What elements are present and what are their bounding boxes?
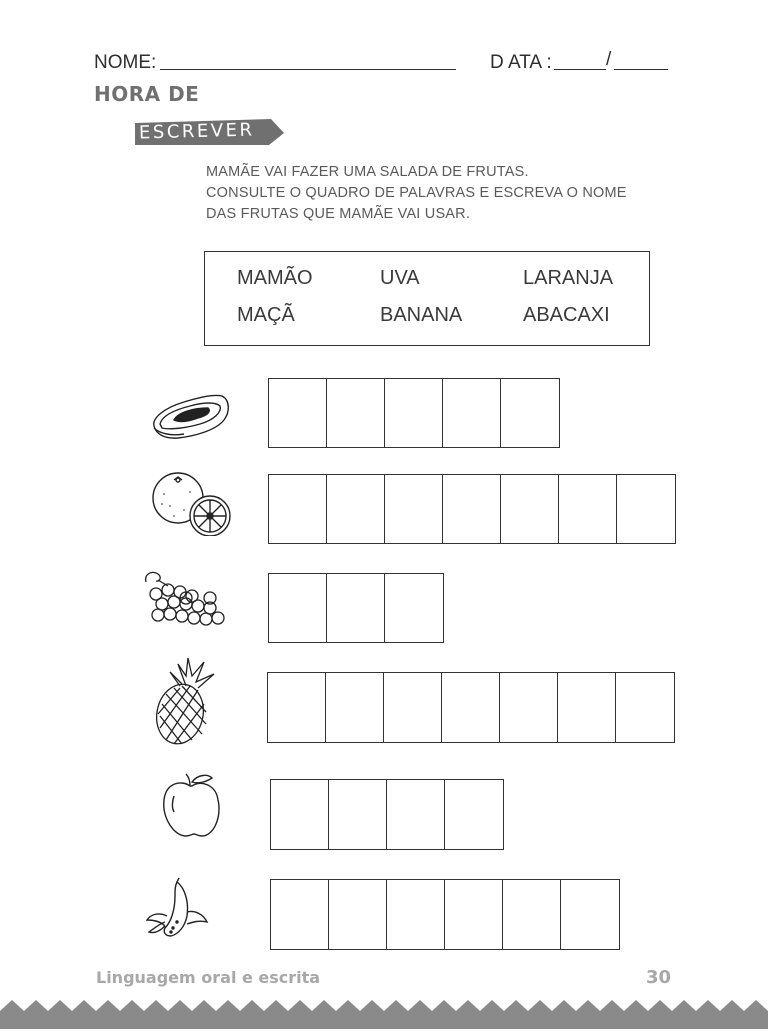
- letter-box[interactable]: [558, 673, 616, 742]
- section-banner: [133, 117, 285, 147]
- letter-box[interactable]: [269, 379, 327, 447]
- section-title: HORA DE: [94, 82, 200, 106]
- instructions: [206, 162, 627, 225]
- letter-box[interactable]: [327, 379, 385, 447]
- date-day-field[interactable]: [554, 52, 606, 70]
- letter-box[interactable]: [501, 475, 559, 543]
- letter-box[interactable]: [503, 880, 561, 949]
- word-bank: [204, 251, 650, 346]
- word-uva: UVA: [380, 267, 420, 289]
- orange-letter-boxes[interactable]: [268, 474, 676, 544]
- letter-box[interactable]: [501, 379, 559, 447]
- letter-box[interactable]: [326, 673, 384, 742]
- letter-box[interactable]: [617, 475, 675, 543]
- banner-text: ESCREVER: [138, 119, 255, 144]
- letter-box[interactable]: [271, 880, 329, 949]
- pineapple-icon: [152, 654, 220, 753]
- letter-box[interactable]: [387, 780, 445, 849]
- letter-box[interactable]: [616, 673, 674, 742]
- letter-box[interactable]: [269, 574, 327, 642]
- letter-box[interactable]: [561, 880, 619, 949]
- papaya-letter-boxes[interactable]: [268, 378, 560, 448]
- word-mamao: MAMÃO: [237, 267, 313, 289]
- letter-box[interactable]: [329, 780, 387, 849]
- banana-letter-boxes[interactable]: [270, 879, 620, 950]
- page-number: 30: [646, 967, 672, 988]
- word-abacaxi: ABACAXI: [523, 304, 610, 326]
- instruction-line-3: DAS FRUTAS QUE MAMÃE VAI USAR.: [206, 206, 471, 222]
- date-separator: /: [606, 49, 612, 70]
- letter-box[interactable]: [445, 880, 503, 949]
- letter-box[interactable]: [500, 673, 558, 742]
- letter-box[interactable]: [385, 574, 443, 642]
- name-label: NOME:: [94, 52, 157, 73]
- orange-icon: [150, 470, 236, 541]
- letter-box[interactable]: [387, 880, 445, 949]
- letter-box[interactable]: [442, 673, 500, 742]
- zigzag-border: [0, 997, 768, 1029]
- word-laranja: LARANJA: [523, 267, 614, 289]
- grapes-letter-boxes[interactable]: [268, 573, 444, 643]
- date-month-field[interactable]: [614, 52, 668, 70]
- apple-icon: [160, 770, 222, 845]
- letter-box[interactable]: [268, 673, 326, 742]
- name-field[interactable]: [160, 52, 456, 70]
- letter-box[interactable]: [445, 780, 503, 849]
- footer-subject: Linguagem oral e escrita: [96, 968, 321, 987]
- letter-box[interactable]: [327, 574, 385, 642]
- letter-box[interactable]: [443, 379, 501, 447]
- grapes-icon: [140, 568, 230, 635]
- letter-box[interactable]: [559, 475, 617, 543]
- letter-box[interactable]: [443, 475, 501, 543]
- letter-box[interactable]: [385, 475, 443, 543]
- word-banana: BANANA: [380, 304, 463, 326]
- pineapple-letter-boxes[interactable]: [267, 672, 675, 743]
- letter-box[interactable]: [271, 780, 329, 849]
- instruction-line-1: MAMÃE VAI FAZER UMA SALADA DE FRUTAS.: [206, 164, 529, 180]
- instruction-line-2: CONSULTE O QUADRO DE PALAVRAS E ESCREVA O NOME: [206, 185, 627, 201]
- date-label: D ATA :: [490, 52, 552, 73]
- letter-box[interactable]: [269, 475, 327, 543]
- letter-box[interactable]: [327, 475, 385, 543]
- letter-box[interactable]: [329, 880, 387, 949]
- papaya-icon: [150, 390, 232, 447]
- letter-box[interactable]: [385, 379, 443, 447]
- letter-box[interactable]: [384, 673, 442, 742]
- word-maca: MAÇÃ: [237, 304, 295, 326]
- banana-icon: [145, 876, 211, 945]
- apple-letter-boxes[interactable]: [270, 779, 504, 850]
